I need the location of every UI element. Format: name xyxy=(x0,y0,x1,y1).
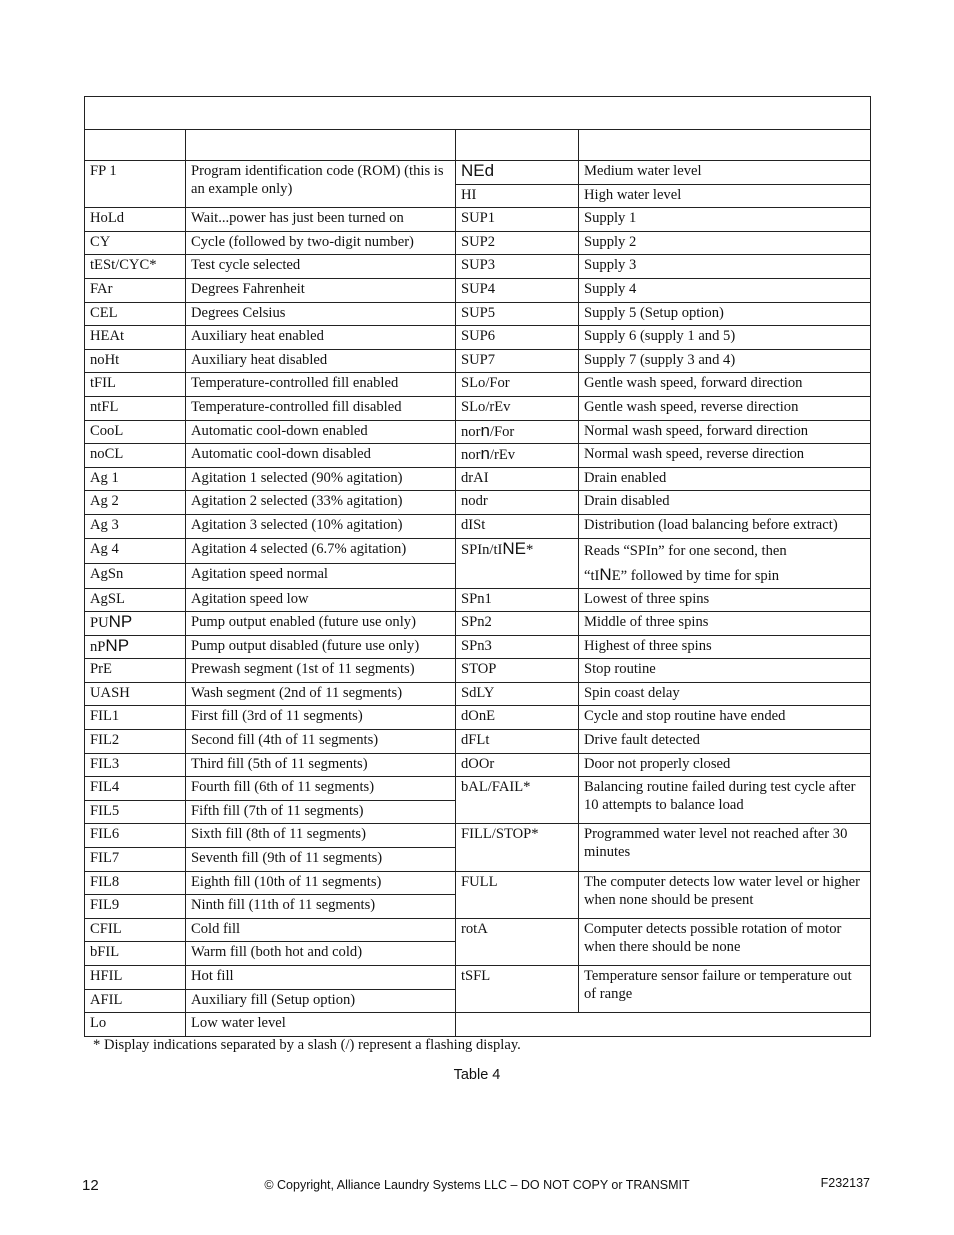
code-cell: dFLt xyxy=(456,730,579,754)
code-text: nor xyxy=(461,447,481,464)
code-text: n xyxy=(480,420,490,440)
description-cell: Drain enabled xyxy=(579,467,871,491)
description-cell: Third fill (5th of 11 segments) xyxy=(186,753,456,777)
description-cell: Distribution (load balancing before extract) xyxy=(579,514,871,538)
description-cell: Agitation 1 selected (90% agitation) xyxy=(186,467,456,491)
description-cell: Supply 5 (Setup option) xyxy=(579,302,871,326)
table-row xyxy=(85,444,871,468)
code-cell: tFIL xyxy=(85,373,186,397)
description-cell: Stop routine xyxy=(579,659,871,683)
description-cell: Auxiliary heat enabled xyxy=(186,326,456,350)
code-cell: FIL7 xyxy=(85,848,186,872)
code-cell: FIL3 xyxy=(85,753,186,777)
description-cell: Pump output disabled (future use only) xyxy=(186,635,456,659)
description-cell: Auxiliary heat disabled xyxy=(186,349,456,373)
header-cell xyxy=(579,130,871,161)
description-cell: Spin coast delay xyxy=(579,682,871,706)
description-line: “tI xyxy=(584,567,600,584)
code-cell: SdLY xyxy=(456,682,579,706)
description-cell: Hot fill xyxy=(186,966,456,990)
table-row xyxy=(85,208,871,232)
code-cell: CEL xyxy=(85,302,186,326)
description-cell: Wait...power has just been turned on xyxy=(186,208,456,232)
description-cell: Medium water level xyxy=(579,161,871,185)
code-text: /For xyxy=(489,423,515,440)
description-cell: Degrees Fahrenheit xyxy=(186,278,456,302)
code-cell: FIL6 xyxy=(85,824,186,848)
code-text: n xyxy=(480,444,490,464)
code-cell: SUP5 xyxy=(456,302,579,326)
description-cell: Temperature sensor failure or temperature out of range xyxy=(579,966,871,1013)
description-cell: Programmed water level not reached after 30 minutes xyxy=(579,824,871,871)
code-cell: SPn1 xyxy=(456,588,579,612)
description-cell: Computer detects possible rotation of motor when there should be none xyxy=(579,918,871,965)
code-cell: Ag 1 xyxy=(85,467,186,491)
code-cell: bFIL xyxy=(85,942,186,966)
code-cell: SUP7 xyxy=(456,349,579,373)
description-cell: Gentle wash speed, forward direction xyxy=(579,373,871,397)
code-cell: drAI xyxy=(456,467,579,491)
code-cell: SUP3 xyxy=(456,255,579,279)
description-cell: Eighth fill (10th of 11 segments) xyxy=(186,871,456,895)
code-cell: SUP6 xyxy=(456,326,579,350)
description-cell: Temperature-controlled fill enabled xyxy=(186,373,456,397)
code-cell: SLo/For xyxy=(456,373,579,397)
table-row xyxy=(85,1013,871,1037)
description-cell: Balancing routine failed during test cycle after 10 attempts to balance load xyxy=(579,777,871,824)
code-cell: HFIL xyxy=(85,966,186,990)
description-cell: Automatic cool-down enabled xyxy=(186,420,456,444)
header-cell xyxy=(186,130,456,161)
table-title-cell xyxy=(85,97,871,130)
description-cell: High water level xyxy=(579,184,871,208)
description-cell: Highest of three spins xyxy=(579,635,871,659)
code-cell: SUP2 xyxy=(456,231,579,255)
code-text: NEd xyxy=(461,161,495,180)
table-row xyxy=(85,682,871,706)
table-row xyxy=(85,278,871,302)
description-cell: Temperature-controlled fill disabled xyxy=(186,396,456,420)
code-cell: SPn3 xyxy=(456,635,579,659)
code-text: PU xyxy=(90,615,109,632)
description-cell: Drain disabled xyxy=(579,491,871,515)
header-cell xyxy=(85,130,186,161)
description-cell: Sixth fill (8th of 11 segments) xyxy=(186,824,456,848)
description-cell: Supply 4 xyxy=(579,278,871,302)
code-cell xyxy=(456,444,579,468)
description-cell: Automatic cool-down disabled xyxy=(186,444,456,468)
code-text: NP xyxy=(105,635,130,655)
table-row xyxy=(85,302,871,326)
code-cell: PrE xyxy=(85,659,186,683)
description-cell: Agitation speed normal xyxy=(186,563,456,588)
code-cell: AgSn xyxy=(85,563,186,588)
description-cell: The computer detects low water level or higher when none should be present xyxy=(579,871,871,918)
description-cell: Test cycle selected xyxy=(186,255,456,279)
code-cell: dOnE xyxy=(456,706,579,730)
code-cell: FIL8 xyxy=(85,871,186,895)
description-cell: Prewash segment (1st of 11 segments) xyxy=(186,659,456,683)
code-cell: SUP4 xyxy=(456,278,579,302)
table-row xyxy=(85,966,871,990)
code-cell: FIL5 xyxy=(85,800,186,824)
description-cell: Supply 1 xyxy=(579,208,871,232)
code-cell: SUP1 xyxy=(456,208,579,232)
description-cell: Normal wash speed, forward direction xyxy=(579,420,871,444)
page-number: 12 xyxy=(82,1177,99,1194)
code-cell: UASH xyxy=(85,682,186,706)
code-cell: Ag 2 xyxy=(85,491,186,515)
table-row xyxy=(85,231,871,255)
code-cell: CooL xyxy=(85,420,186,444)
table-row xyxy=(85,255,871,279)
table-row xyxy=(85,753,871,777)
description-cell: Cycle and stop routine have ended xyxy=(579,706,871,730)
table-row xyxy=(85,730,871,754)
description-cell: Second fill (4th of 11 segments) xyxy=(186,730,456,754)
code-cell: rotA xyxy=(456,918,579,965)
description-cell: Normal wash speed, reverse direction xyxy=(579,444,871,468)
table-row xyxy=(85,491,871,515)
description-cell: Seventh fill (9th of 11 segments) xyxy=(186,848,456,872)
code-text: SPIn/tI xyxy=(461,541,503,558)
table-row xyxy=(85,588,871,612)
code-text: nor xyxy=(461,423,481,440)
code-cell: FIL2 xyxy=(85,730,186,754)
description-cell: Supply 6 (supply 1 and 5) xyxy=(579,326,871,350)
table-row xyxy=(85,420,871,444)
code-cell: HEAt xyxy=(85,326,186,350)
description-cell: Degrees Celsius xyxy=(186,302,456,326)
code-cell xyxy=(456,538,579,588)
code-cell: SPn2 xyxy=(456,612,579,636)
description-line: Reads “SPIn” for one second, then xyxy=(584,542,787,559)
display-codes-table xyxy=(84,96,871,1037)
description-cell: Agitation 4 selected (6.7% agitation) xyxy=(186,538,456,563)
code-cell xyxy=(456,161,579,185)
code-cell: noHt xyxy=(85,349,186,373)
table-row xyxy=(85,161,871,185)
description-cell: Wash segment (2nd of 11 segments) xyxy=(186,682,456,706)
description-cell: Middle of three spins xyxy=(579,612,871,636)
code-cell: SLo/rEv xyxy=(456,396,579,420)
code-cell: CFIL xyxy=(85,918,186,942)
code-cell: HI xyxy=(456,184,579,208)
table-row xyxy=(85,514,871,538)
code-cell: FIL4 xyxy=(85,777,186,801)
description-cell: First fill (3rd of 11 segments) xyxy=(186,706,456,730)
code-cell xyxy=(85,635,186,659)
table-footnote: * Display indications separated by a slash (/) represent a flashing display. xyxy=(93,1037,521,1053)
table-row xyxy=(85,612,871,636)
code-cell: AgSL xyxy=(85,588,186,612)
description-cell: Lowest of three spins xyxy=(579,588,871,612)
table-row xyxy=(85,824,871,848)
description-line: E” followed by time for spin xyxy=(611,567,780,584)
table-row xyxy=(85,538,871,563)
code-cell: dISt xyxy=(456,514,579,538)
description-cell: Drive fault detected xyxy=(579,730,871,754)
description-cell: Fourth fill (6th of 11 segments) xyxy=(186,777,456,801)
description-cell: Gentle wash speed, reverse direction xyxy=(579,396,871,420)
code-cell: FAr xyxy=(85,278,186,302)
table-row xyxy=(85,349,871,373)
table-row xyxy=(85,373,871,397)
code-cell: Ag 4 xyxy=(85,538,186,563)
code-cell: nodr xyxy=(456,491,579,515)
table-caption: Table 4 xyxy=(453,1067,501,1083)
code-text: /rEv xyxy=(489,447,516,464)
description-cell: Agitation 2 selected (33% agitation) xyxy=(186,491,456,515)
code-cell: tSFL xyxy=(456,966,579,1013)
code-cell: dOOr xyxy=(456,753,579,777)
code-cell: tESt/CYC* xyxy=(85,255,186,279)
description-cell: Agitation speed low xyxy=(186,588,456,612)
description-cell: Supply 2 xyxy=(579,231,871,255)
description-cell: Supply 7 (supply 3 and 4) xyxy=(579,349,871,373)
code-cell: Ag 3 xyxy=(85,514,186,538)
code-cell xyxy=(456,420,579,444)
description-cell: Supply 3 xyxy=(579,255,871,279)
description-cell: Cycle (followed by two-digit number) xyxy=(186,231,456,255)
code-cell: bAL/FAIL* xyxy=(456,777,579,824)
code-cell: AFIL xyxy=(85,989,186,1013)
description-cell: Door not properly closed xyxy=(579,753,871,777)
description-cell: Agitation 3 selected (10% agitation) xyxy=(186,514,456,538)
code-cell: FIL9 xyxy=(85,895,186,919)
code-cell: CY xyxy=(85,231,186,255)
code-cell: FP 1 xyxy=(85,161,186,208)
description-cell: Fifth fill (7th of 11 segments) xyxy=(186,800,456,824)
table-title-row xyxy=(85,97,871,130)
code-cell: STOP xyxy=(456,659,579,683)
code-cell xyxy=(85,612,186,636)
description-line: N xyxy=(599,564,612,584)
document-id: F232137 xyxy=(820,1176,870,1190)
description-cell: Program identification code (ROM) (this is an example only) xyxy=(186,161,456,208)
empty-cell xyxy=(456,1013,871,1037)
description-cell: Auxiliary fill (Setup option) xyxy=(186,989,456,1013)
description-cell: Pump output enabled (future use only) xyxy=(186,612,456,636)
table-row xyxy=(85,396,871,420)
code-cell: noCL xyxy=(85,444,186,468)
table-row xyxy=(85,635,871,659)
description-cell: Low water level xyxy=(186,1013,456,1037)
description-cell: Cold fill xyxy=(186,918,456,942)
table-row xyxy=(85,918,871,942)
description-cell: Warm fill (both hot and cold) xyxy=(186,942,456,966)
table-row xyxy=(85,467,871,491)
code-cell: HoLd xyxy=(85,208,186,232)
code-cell: FULL xyxy=(456,871,579,918)
code-text: * xyxy=(525,541,534,558)
table-row xyxy=(85,326,871,350)
table-header-row xyxy=(85,130,871,161)
code-cell: ntFL xyxy=(85,396,186,420)
description-cell xyxy=(579,538,871,588)
code-text: NE xyxy=(502,538,526,558)
description-cell: Ninth fill (11th of 11 segments) xyxy=(186,895,456,919)
code-cell: FIL1 xyxy=(85,706,186,730)
table-row xyxy=(85,706,871,730)
code-cell: FILL/STOP* xyxy=(456,824,579,871)
header-cell xyxy=(456,130,579,161)
table-row xyxy=(85,659,871,683)
table-row xyxy=(85,777,871,801)
table-row xyxy=(85,871,871,895)
code-cell: Lo xyxy=(85,1013,186,1037)
copyright-notice: © Copyright, Alliance Laundry Systems LLC – DO NOT COPY or TRANSMIT xyxy=(264,1178,690,1192)
code-text: NP xyxy=(108,612,133,632)
code-text: nP xyxy=(90,638,106,655)
